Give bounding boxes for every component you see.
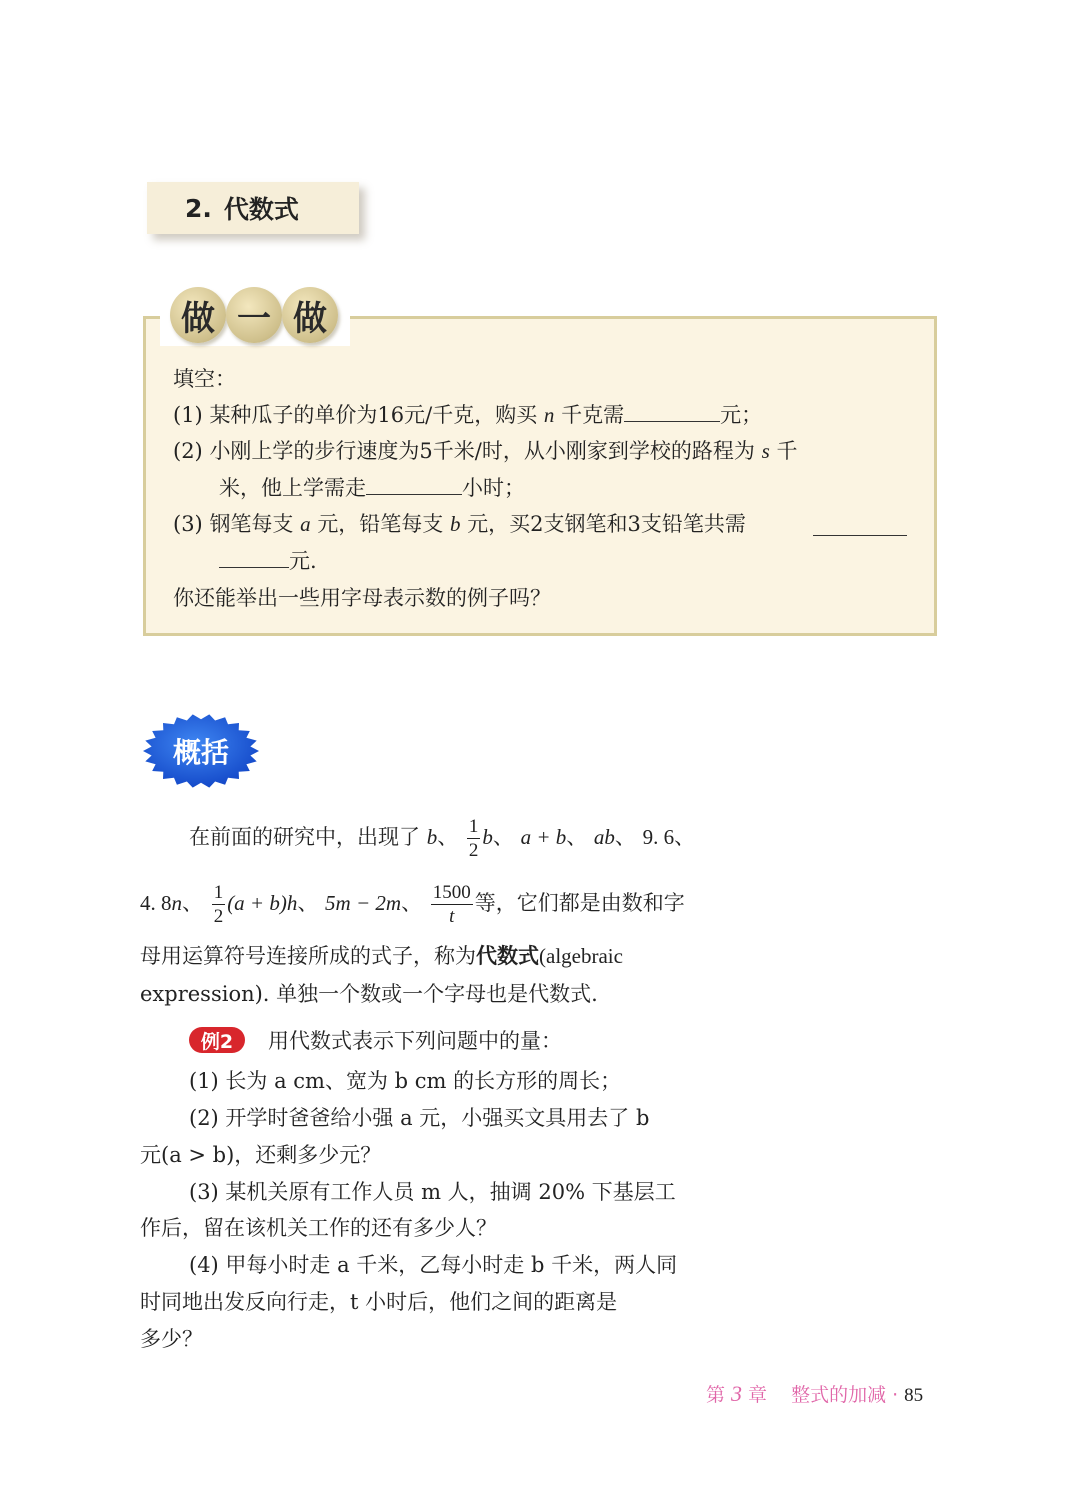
expr-b: b — [426, 825, 438, 849]
example-p3a: (3) 某机关原有工作人员 m 人，抽调 20% 下基层工 — [189, 1180, 676, 1204]
page-number: 85 — [904, 1385, 924, 1406]
sep-1: 、 — [437, 825, 459, 849]
summary-line-2 — [140, 876, 685, 930]
summary-badge — [140, 712, 262, 790]
q1-var: n — [543, 403, 555, 427]
activity-badge-char-1: 做 — [170, 287, 226, 343]
activity-badge-char-3: 做 — [282, 287, 338, 343]
footer-chapter-number: 3 — [731, 1381, 743, 1406]
expr-5m-2m: 5m − 2m — [325, 891, 402, 915]
expr-n: n — [171, 891, 182, 915]
example-badge: 例2 — [189, 1027, 245, 1053]
q3-var-a: a — [300, 512, 311, 536]
activity-intro: 填空： — [173, 367, 236, 391]
q1-text-1: 某种瓜子的单价为16元/千克，购买 — [209, 403, 538, 427]
summary-line-3-text: 母用运算符号连接所成的式子，称为 — [140, 944, 476, 968]
example-p1: (1) 长为 a cm、宽为 b cm 的长方形的周长； — [189, 1069, 622, 1093]
term-algebraic-expression: 代数式 — [476, 944, 539, 968]
frac-1500-num: 1500 — [432, 882, 471, 903]
frac-half-2-num: 1 — [213, 882, 224, 903]
summary-line-3 — [140, 940, 623, 970]
q3-text-4: 元. — [289, 549, 317, 573]
sep-7: 、 — [297, 891, 319, 915]
q3-text-1: 钢笔每支 — [209, 512, 294, 536]
q2-blank — [366, 472, 462, 495]
example-p4a: (4) 甲每小时走 a 千米，乙每小时走 b 千米，两人同 — [189, 1253, 678, 1277]
section-number: 2. — [185, 193, 212, 223]
frac-half-num: 1 — [468, 816, 479, 837]
example-p3b: 作后，留在该机关工作的还有多少人？ — [140, 1216, 497, 1240]
q2-text-1: 小刚上学的步行速度为5千米/时，从小刚家到学校的路程为 — [209, 439, 755, 463]
footer-chapter-pre: 第 — [706, 1384, 726, 1406]
q3-text-2: 元，铅笔每支 — [317, 512, 444, 536]
q2-text-4: 小时； — [462, 476, 525, 500]
expr-4-8: 4. 8 — [140, 891, 172, 915]
summary-line-4: expression). 单独一个数或一个字母也是代数式. — [140, 982, 598, 1006]
sep-2: 、 — [492, 825, 514, 849]
sep-5: 、 — [674, 825, 696, 849]
expr-half-b: b — [482, 825, 493, 849]
frac-t-den: t — [449, 906, 455, 927]
q2-text-3: 米，他上学需走 — [219, 476, 366, 500]
q3-blank-line-1 — [813, 535, 907, 536]
sep-4: 、 — [614, 825, 636, 849]
sep-6: 、 — [182, 891, 203, 915]
frac-half-2-den: 2 — [213, 906, 224, 927]
section-header — [147, 182, 359, 234]
expr-ab: ab — [593, 825, 615, 849]
summary-line-2-tail: 等，它们都是由数和字 — [474, 891, 685, 915]
activity-q2-cont — [219, 470, 525, 506]
sep-8: 、 — [401, 891, 423, 915]
term-english-1: (algebraic — [539, 944, 623, 968]
q3-text-3: 元，买2支钢笔和3支铅笔共需 — [467, 512, 746, 536]
example-p2b: 元(a > b)，还剩多少元？ — [140, 1143, 382, 1167]
expr-trapezoid: (a + b)h — [227, 891, 298, 915]
sep-3: 、 — [566, 825, 588, 849]
activity-q2 — [173, 433, 797, 469]
example-p2a: (2) 开学时爸爸给小强 a 元，小强买文具用去了 b — [189, 1106, 650, 1130]
q2-label: (2) — [173, 439, 203, 463]
frac-half — [467, 817, 481, 860]
q3-label: (3) — [173, 512, 203, 536]
activity-closing: 你还能举出一些用字母表示数的例子吗？ — [173, 586, 551, 610]
summary-badge-label: 概括 — [172, 736, 229, 769]
footer-chapter-post: 章 — [748, 1384, 768, 1406]
example-p4c: 多少？ — [140, 1327, 203, 1351]
q1-blank — [624, 399, 720, 422]
expr-a-plus-b: a + b — [520, 825, 567, 849]
frac-1500-t — [431, 883, 473, 926]
q2-text-2: 千 — [776, 439, 798, 463]
section-title: 代数式 — [223, 195, 299, 224]
activity-q3 — [173, 506, 746, 542]
summary-line-1 — [189, 810, 695, 864]
q3-blank-line-2 — [219, 545, 289, 568]
frac-half-2 — [212, 883, 226, 926]
summary-lead: 在前面的研究中，出现了 — [189, 825, 420, 849]
q3-var-b: b — [450, 512, 461, 536]
q1-text-3: 元； — [720, 403, 763, 427]
activity-q1 — [173, 397, 762, 433]
q1-label: (1) — [173, 403, 203, 427]
activity-q3-cont — [219, 543, 317, 579]
q1-text-2: 千克需 — [561, 403, 625, 427]
page-footer — [706, 1380, 923, 1407]
example-p4b: 时同地出发反向行走，t 小时后，他们之间的距离是 — [140, 1290, 618, 1314]
activity-badge-char-2: 一 — [226, 287, 282, 343]
footer-chapter-title: 整式的加减 · — [791, 1384, 899, 1406]
q2-var: s — [761, 439, 770, 463]
example-intro: 用代数式表示下列问题中的量： — [268, 1029, 562, 1053]
frac-half-den: 2 — [468, 840, 479, 861]
expr-9-6: 9. 6 — [642, 825, 675, 849]
